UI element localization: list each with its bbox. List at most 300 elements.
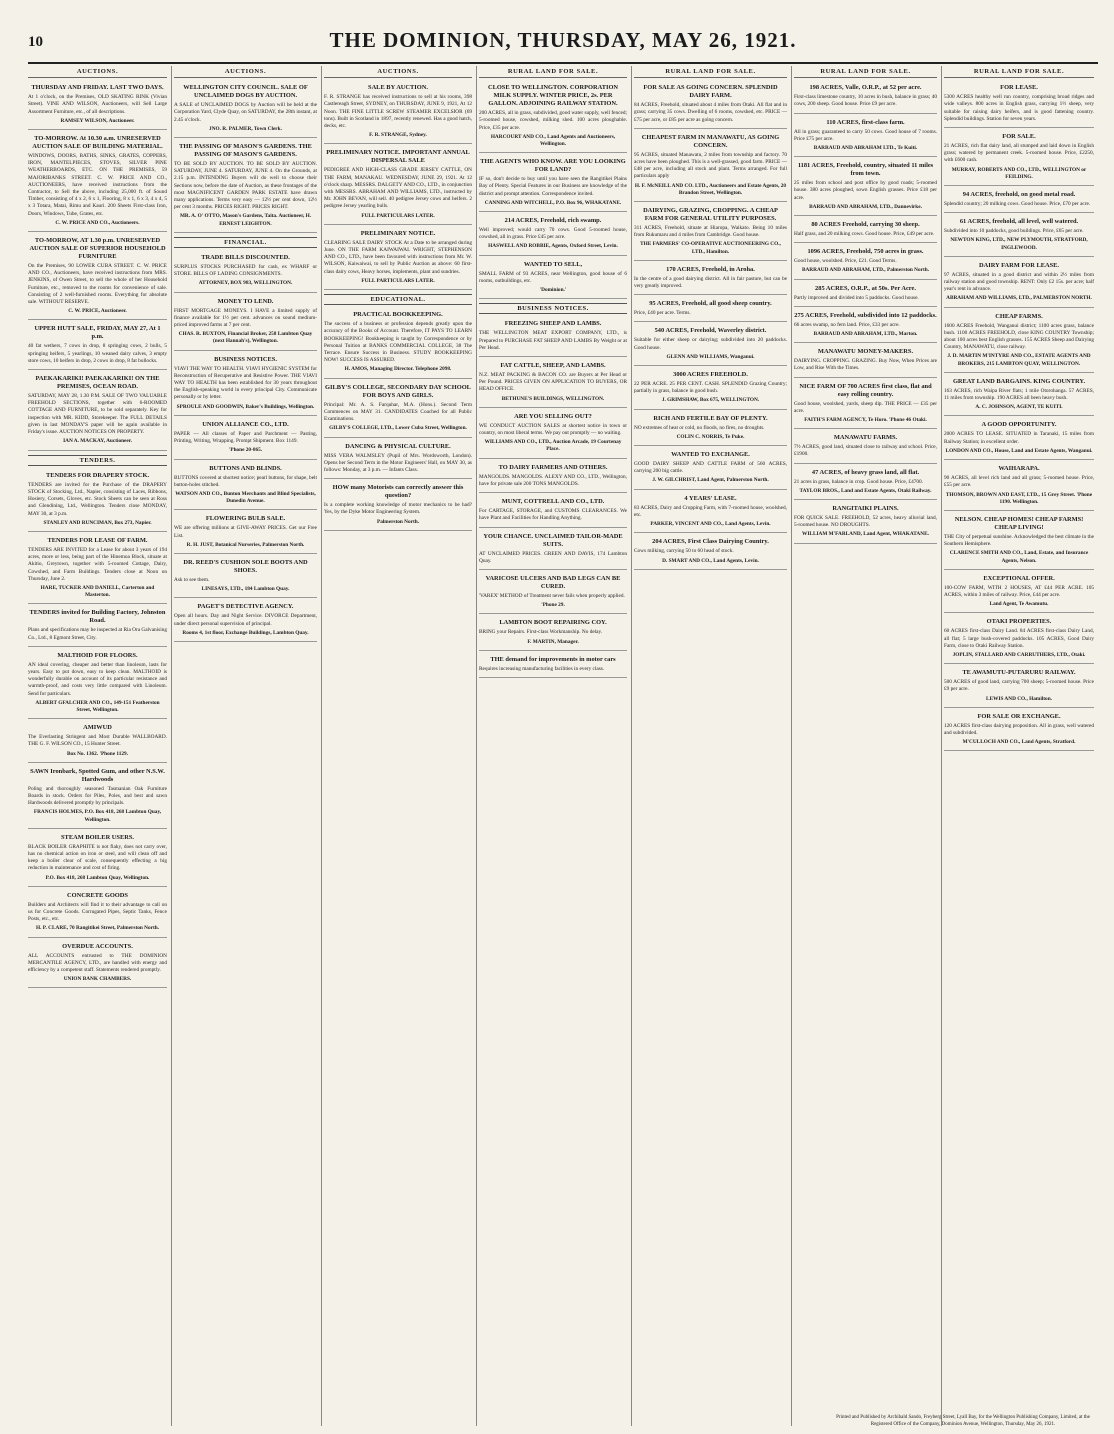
ad-body: 21 acres in grass, balance in crop. Good house. Price, £4700. xyxy=(794,478,924,485)
advertisement xyxy=(479,215,627,256)
ad-signature: R. H. JUST, Botanical Nurseries, Palmerston North. xyxy=(186,541,305,548)
ad-body: At 1 o'clock, on the Premises, OLD SKATING RINK (Vivian Street). VINE AND WILSON, Auctioneers, will Sell Large Assortment Furniture, etc., of all descriptions. xyxy=(28,94,167,115)
ad-signature: FULL PARTICULARS LATER. xyxy=(361,277,435,284)
ad-heading: 170 ACRES, Freehold, in Aroha. xyxy=(666,265,755,273)
ad-body: SMALL FARM of 93 ACRES, near Wellington, good house of 6 rooms, outbuildings, etc. xyxy=(479,270,627,284)
advertisement xyxy=(794,82,937,113)
ad-signature: FRANCIS HOLMES, P.O. Box 418, 268 Lambton Quay, Wellington. xyxy=(33,809,162,823)
ad-signature: GILBY'S COLLEGE, LTD., Lower Cuba Street, Wellington. xyxy=(329,425,467,432)
ad-signature: ATTORNEY, BOX 983, WELLINGTON. xyxy=(198,280,293,287)
advertisement xyxy=(174,141,317,233)
advertisement xyxy=(174,252,317,293)
advertisement xyxy=(324,441,472,480)
ad-body: TENDERS ARE INVITED for a Lease for about 3 years of 194 acres, more or less, being part of the Hinemoa Block, situate at Akitio, Greytown, together with 5-roomed Cottage, Dairy, Cowshed, and Farm Buildings. Tenders close at Noon on Thursday, June 2. xyxy=(28,546,167,582)
page-column xyxy=(174,66,322,1426)
advertisement xyxy=(174,419,317,460)
ad-heading: TENDERS invited for Building Factory, Johnston Road. xyxy=(29,609,166,625)
ad-body: 66 acres swamp, no fern land. Price, £33 per acre. xyxy=(794,321,900,328)
ad-body: 22 PER ACRE. 25 PER CENT. CASH. SPLENDID Grazing Country; partially in grass, balance in good bush. xyxy=(634,381,787,395)
ad-heading: THURSDAY AND FRIDAY. LAST TWO DAYS. xyxy=(31,84,164,92)
ad-body: SURPLUS STOCKS PURCHASED for cash, ex WHARF or STORE. BILLS OF LADING CONSIGNMENTS. xyxy=(174,264,317,278)
ad-signature: 'Phone 20-865. xyxy=(228,447,263,454)
advertisement xyxy=(944,616,1094,664)
ad-heading: FREEZING SHEEP AND LAMBS. xyxy=(504,320,602,328)
ad-body: Builders and Architects will find it to their advantage to call on us for Concrete Goods. Corrugated Pipes, Septic Tanks, Fence Posts, etc., etc. xyxy=(28,901,167,923)
ad-heading: WAIHARAPA. xyxy=(998,465,1040,473)
ad-body: Splendid country; 20 milking cows. Good house. Price, £70 per acre. xyxy=(944,201,1091,208)
ad-signature: LEWIS AND CO., Hamilton. xyxy=(986,695,1052,702)
advertisement xyxy=(944,82,1094,128)
advertisement xyxy=(794,160,937,216)
ad-heading: PAEKAKARIKI! PAEKAKARIKI! ON THE PREMISES, OCEAN ROAD. xyxy=(35,375,160,391)
ad-heading: BUTTONS AND BLINDS. xyxy=(209,464,282,472)
advertisement xyxy=(174,354,317,416)
ad-heading: PRELIMINARY NOTICE. IMPORTANT ANNUAL DISPERSAL SALE xyxy=(326,149,470,165)
column-header: RURAL LAND FOR SALE. xyxy=(479,66,627,78)
ad-heading: YOUR CHANCE. UNCLAIMED TAILOR-MADE SUITS. xyxy=(483,532,623,548)
ad-heading: EXCEPTIONAL OFFER. xyxy=(983,574,1055,582)
ad-heading: PRELIMINARY NOTICE. xyxy=(360,229,436,237)
advertisement xyxy=(324,309,472,378)
column-header: RURAL LAND FOR SALE. xyxy=(944,66,1094,78)
advertisement xyxy=(634,298,787,322)
newspaper-title: THE DOMINION, THURSDAY, MAY 26, 1921. xyxy=(329,28,797,52)
ad-signature: WATSON AND CO., Bunton Merchants and Blind Specialists, Dunedin Avenue. xyxy=(175,490,316,505)
advertisement xyxy=(944,711,1094,752)
ad-body: 2000 ACRES TO LEASE. SITUATED in Taranaki, 15 miles from Railway Station; in excellent order. xyxy=(944,431,1094,445)
advertisement xyxy=(479,156,627,212)
ad-body: WINDOWS, DOORS, BATHS, SINKS, GRATES, COPPERS, IRON, MANTELPIECES, STOVES, SILVER PINE WEATHERBOARDS, ETC. ON THE PREMISES, 59 MAJORIBANKS STREET. C. W. PRICE AND CO., AUCTIONEERS, have received instructions from the Contractor, to Sell the above, including 25,000 ft. of Sound Timber, consisting of 4 x 2, 6 x 1, Flooring, 8 x 1, 6 x 3, 4 x 4, 5 x 3 Totara, Matai, Rimu and Kauri. 200 Sheets First-class Iron, Doors, Windows, Tube, Grates, etc. xyxy=(28,153,167,217)
ad-signature: C. W. PRICE, Auctioneer. xyxy=(68,308,127,315)
ad-body: ALL ACCOUNTS entrusted to THE DOMINION MERCANTILE AGENCY, LTD., are handled with energy and efficiency by a competent staff. Statements rendered promptly. xyxy=(28,952,167,974)
page-column xyxy=(634,66,792,1426)
advertisement xyxy=(634,264,787,295)
ad-body: WE CONDUCT AUCTION SALES at shortest notice in town or country, on most liberal terms. We pay out promptly — no waiting. xyxy=(479,422,627,437)
ad-signature: TAYLOR BROS., Land and Estate Agents, Otaki Railway. xyxy=(799,487,932,494)
ad-body: Partly improved and divided into 5 paddocks. Good house. xyxy=(794,294,919,301)
ad-body: Plans and specifications may be inspected at Ria Ora Galvanising Co., Ltd., 8 Egmont Street, City. xyxy=(28,627,168,641)
advertisement xyxy=(944,189,1094,213)
advertisement xyxy=(324,382,472,438)
ad-signature: Palmerston North. xyxy=(376,518,420,525)
ad-heading: GREAT LAND BARGAINS. KING COUNTRY. xyxy=(952,377,1086,385)
ad-body: 100-COW FARM, WITH 2 HOUSES, AT £44 PER ACRE. 105 ACRES, within 3 miles of railway. Price, £44 per acre. xyxy=(944,584,1094,598)
advertisement xyxy=(28,133,167,232)
ad-heading: 1096 ACRES, Freehold, 750 acres in grass. xyxy=(807,248,924,256)
advertisement xyxy=(944,463,1094,511)
ad-body: NO extremes of heat or cold, no floods, no fires, no droughts. xyxy=(634,424,765,431)
section-heading: FINANCIAL. xyxy=(174,237,317,248)
ad-body: BRING your Repairs. First-class Workmanship. No delay. xyxy=(479,629,603,636)
ad-heading: LAMBTON BOOT REPAIRING COY. xyxy=(499,619,607,627)
ad-heading: 214 ACRES, Freehold, rich swamp. xyxy=(504,217,602,225)
ad-signature: CLARENCE SMITH AND CO., Land, Estate, and Insurance Agents, Nelson. xyxy=(949,550,1089,564)
ad-heading: MANAWATU FARMS. xyxy=(833,434,898,442)
ad-heading: NICE FARM OF 700 ACRES first class, flat and easy rolling country. xyxy=(799,382,932,398)
ad-body: VIAVI THE WAY TO HEALTH. VIAVI HYGIENIC SYSTEM for Reconstruction of Recuperative and Resistive Power. THE VIAVI WAY TO HEALTH has been established for 30 years throughout the English-speaking world in every principal City. Communicate personally or by letter. xyxy=(174,365,317,401)
ad-body: F. R. STRANGE has received instructions to sell at his rooms, 398 Castlereagh Street, SYDNEY, on THURSDAY, JUNE 9, 1921, At 12 Noon. THE FINE LITTLE SCREW STEAMER EXCELSIOR (69 tons). Built in Scotland in 1897, recently renewed. Has a good hatch, decks, etc. xyxy=(324,94,472,130)
advertisement xyxy=(634,82,787,129)
ad-signature: THOMSON, BROWN AND EAST, LTD., 15 Grey Street. 'Phone 1190. Wellington. xyxy=(945,491,1093,505)
ad-heading: 61 ACRES, freehold, all level, well watered. xyxy=(959,218,1079,226)
ad-heading: DAIRYING, GRAZING, CROPPING. A CHEAP FARM FOR GENERAL UTILITY PURPOSES. xyxy=(643,207,778,223)
advertisement xyxy=(324,482,472,531)
ad-signature: BARRAUD AND ABRAHAM, LTD., Marton. xyxy=(813,331,918,338)
ad-body: THE WELLINGTON MEAT EXPORT COMPANY, LTD., is Prepared to PURCHASE FAT SHEEP AND LAMBS By Weight or at Per Head. xyxy=(479,330,627,351)
advertisement xyxy=(174,557,317,598)
advertisement xyxy=(794,117,937,158)
ad-body: 'VAREX' METHOD of Treatment never fails when properly applied. xyxy=(479,592,625,599)
ad-heading: FAT CATTLE, SHEEP, AND LAMBS. xyxy=(500,362,606,370)
ad-signature: NEWTON KING, LTD., NEW PLYMOUTH, STRATFORD, INGLEWOOD. xyxy=(950,237,1088,251)
ad-signature: HARE, TUCKER AND DANIELL, Carterton and Masterton. xyxy=(40,584,155,599)
ad-signature: 'Dominion.' xyxy=(539,287,567,294)
ad-body: Ask to see them. xyxy=(174,576,210,583)
advertisement xyxy=(794,467,937,500)
column-header: RURAL LAND FOR SALE. xyxy=(794,66,937,78)
ad-body: 97 ACRES, situated in a good district and within 2½ miles from railway station and good township. RENT: Only £2 15s. per acre; half year's rent in advance. xyxy=(944,271,1094,293)
ad-body: 83 ACRES, Dairy and Cropping Farm, with 7-roomed house, woolshed, etc. xyxy=(634,504,787,518)
advertisement xyxy=(944,376,1094,417)
ad-heading: PRACTICAL BOOKKEEPING. xyxy=(353,311,443,319)
ad-heading: STEAM BOILER USERS. xyxy=(61,833,134,841)
ad-heading: FOR SALE. xyxy=(1002,133,1036,141)
advertisement xyxy=(634,536,787,569)
ad-signature: F. MARTIN, Manager. xyxy=(527,638,579,645)
advertisement xyxy=(944,131,1094,186)
ad-heading: 540 ACRES, Freehold, Waverley district. xyxy=(654,327,767,335)
ad-body: Requires increasing manufacturing facilities in every class. xyxy=(479,665,605,672)
ad-signature: HASWELL AND ROBBIE, Agents, Oxford Street, Levin. xyxy=(488,243,618,250)
ad-body: 40 fat wethers, 7 cows in drop, 8 springing cows, 2 bulls, 5 springing heifers, 5 yearlings, 10 weaned dairy calves, 3 empty store cows, 10 heifers in drop, 2 cows in drop, 8 fat bullocks. xyxy=(28,343,167,364)
ad-body: 5300 ACRES healthy well run country, comprising broad ridges and wide valleys. 800 acres in English grass, carrying 1½ sheep, very suitable for raising dairy heifers, and is good fattening country. Splendid buildings. Station for seven years. xyxy=(944,94,1094,122)
advertisement xyxy=(28,373,167,450)
ad-signature: THE FARMERS' CO-OPERATIVE AUCTIONEERING CO., LTD., Hamilton. xyxy=(640,241,781,255)
ad-signature: LINESAYS, LTD., 184 Lambton Quay. xyxy=(201,586,290,593)
ad-heading: TO-MORROW. At 10.30 a.m. UNRESERVED AUCTION SALE OF BUILDING MATERIAL. xyxy=(32,135,163,151)
ad-signature: Land Agent, Te Awamutu. xyxy=(989,601,1049,608)
ad-body: GOOD DAIRY SHEEP AND CATTLE FARM of 560 ACRES, carrying 200 big cattle. xyxy=(634,461,787,475)
ad-signature: BARRAUD AND ABRAHAM, LTD., Dannevirke. xyxy=(809,203,922,210)
advertisement xyxy=(28,82,167,130)
advertisement xyxy=(174,296,317,351)
ad-signature: JOPLIN, STALLARD AND CARRUTHERS, LTD., Otaki. xyxy=(952,651,1086,658)
advertisement xyxy=(28,470,167,532)
ad-body: BLACK BOILER GRAPHITE is not flaky, does not carry over, has no chemical action on iron or steel, and will clean off and keep a boiler clear of scale, consequently effecting a big reduction in maintenance and cost of firing. xyxy=(28,843,167,872)
ad-signature: PARKER, VINCENT AND CO., Land Agents, Levin. xyxy=(650,521,771,528)
ad-signature: WILLIAM M'FARLAND, Land Agent, WHAKATANE. xyxy=(802,531,929,538)
advertisement xyxy=(944,216,1094,257)
advertisement xyxy=(28,766,167,829)
ad-body: 120 ACRES first-class dairying proposition. All in grass, well watered and subdivided. xyxy=(944,722,1094,736)
advertisement xyxy=(28,722,167,763)
ad-body: PAPER — All classes of Paper and Parchment — Pasting, Printing, Writing, Wrapping. Prompt Shipment. Box 1149. xyxy=(174,430,317,445)
ad-body: Subdivided into 10 paddocks, good buildings. Price, £65 per acre. xyxy=(944,228,1084,235)
ad-body: FOR QUICK SALE. FREEHOLD, 52 acres, heavy alluvial land, 5-roomed house. NO DROUGHTS. xyxy=(794,515,937,529)
ad-body: Well improved; would carry 70 cows. Good 5-roomed house, cowshed, all in grass. Price £45 per acre. xyxy=(479,227,627,241)
advertisement xyxy=(944,514,1094,570)
ad-heading: 94 ACRES, freehold, on good metal road. xyxy=(962,191,1076,199)
advertisement xyxy=(479,318,627,357)
ad-signature: COLIN C. NORRIS, Te Puke. xyxy=(676,433,745,440)
ad-signature: FULL PARTICULARS LATER. xyxy=(361,212,435,219)
advertisement xyxy=(944,573,1094,614)
ad-body: SATURDAY, MAY 28, 1.30 P.M. SALE OF TWO VALUABLE FREEHOLD SECTIONS, together with 6-ROOMED COTTAGE AND FURNITURE, to be sold separately. Key for inspection with MR. KIDD, Storekeeper. The FULL DETAILS given in last MONDAY'S paper will be again available in Friday's issue. AUCTION NOTICES ON PROPERTY. xyxy=(28,393,167,436)
advertisement xyxy=(324,82,472,144)
ad-body: Cows milking, carrying 50 to 60 head of stock. xyxy=(634,548,734,555)
ad-body: 7½ ACRES, good land, situated close to railway and school. Price, £1900. xyxy=(794,444,937,458)
ad-body: Half grass, and 20 milking cows. Good house. Price, £49 per acre. xyxy=(794,231,935,238)
page-column xyxy=(794,66,942,1426)
advertisement xyxy=(28,535,167,604)
ad-signature: J. W. GILCHRIST, Land Agent, Palmerston North. xyxy=(652,477,769,484)
section-heading: TENDERS. xyxy=(28,455,167,466)
ad-heading: UNION ALLIANCE CO., LTD. xyxy=(202,420,289,428)
ad-signature: Box No. 1362. 'Phone 1129. xyxy=(66,750,129,757)
advertisement xyxy=(479,462,627,493)
advertisement xyxy=(479,496,627,527)
ad-heading: FLOWERING BULB SALE. xyxy=(205,515,286,523)
ad-signature: F. R. STRANGE, Sydney. xyxy=(369,132,427,139)
ad-signature: HARCOURT AND CO., Land Agents and Auctioneers, Wellington. xyxy=(490,133,616,148)
ad-body: First-class limestone country, 10 acres in bush, balance in grass; 40 cows, 200 sheep. Good house. Price £9 per acre. xyxy=(794,94,937,108)
ad-heading: RICH AND FERTILE BAY OF PLENTY. xyxy=(653,414,768,422)
ad-signature: H. AMOS, Managing Director. Telephone 2098. xyxy=(344,366,452,373)
advertisement xyxy=(634,449,787,490)
advertisement xyxy=(479,573,627,614)
ad-heading: CHEAP FARMS. xyxy=(995,312,1043,320)
section-heading: EDUCATIONAL. xyxy=(324,294,472,305)
ad-heading: TENDERS FOR LEASE OF FARM. xyxy=(47,536,148,544)
ad-heading: TO-MORROW, AT 1.30 p.m. UNRESERVED AUCTION SALE OF SUPERIOR HOUSEHOLD FURNITURE xyxy=(29,237,166,261)
ad-heading: CHEAPEST FARM IN MANAWATU, AS GOING CONCERN. xyxy=(641,133,780,149)
page-column xyxy=(28,66,172,1426)
ad-body: 60 ACRES first-class Dairy Land. 84 ACRES first-class Dairy Land, all flat; 5 large bush-covered paddocks. 105 ACRES, Good Dairy Farm, close to Otaki Railway Station. xyxy=(944,628,1094,649)
advertisement xyxy=(479,411,627,459)
ad-body: All in grass; guaranteed to carry 50 cows. Good house of 7 rooms. Price £75 per acre. xyxy=(794,128,937,142)
advertisement xyxy=(28,607,167,646)
advertisement xyxy=(794,246,937,279)
ad-signature: SPROULE AND GOODWIN, Baker's Buildings, Wellington. xyxy=(176,403,315,410)
columns-container xyxy=(28,66,1098,1426)
ad-heading: SAWN Ironbark, Spotted Gum, and other N.S.W. Hardwoods xyxy=(30,767,165,783)
ad-heading: 47 ACRES, of heavy grass land, all flat. xyxy=(811,468,920,476)
ad-signature: WILLIAMS AND CO., LTD., Auction Arcade, 19 Courtenay Place. xyxy=(484,439,622,453)
column-header: RURAL LAND FOR SALE. xyxy=(634,66,787,78)
ad-signature: D. SMART AND CO., Land Agents, Levin. xyxy=(662,557,759,564)
ad-body: For CARTAGE, STORAGE, and CUSTOMS CLEARANCES. We have Plant and Facilities for Handling Anything. xyxy=(479,508,627,522)
advertisement xyxy=(794,346,937,377)
advertisement xyxy=(794,219,937,243)
ad-body: 200 ACRES, all in grass, subdivided, good water supply, well fenced; 5-roomed house, cowshed, milking shed. 100 acres ploughable. Price, £35 per acre. xyxy=(479,110,627,131)
column-header: AUCTIONS. xyxy=(174,66,317,78)
advertisement xyxy=(479,654,627,678)
column-header: AUCTIONS. xyxy=(28,66,167,78)
ad-signature: MR. A. O' OTTO, Mason's Gardens, Taita. Auctioneer, H. ERNEST LEIGHTON. xyxy=(179,213,312,227)
ad-heading: 1181 ACRES, Freehold, country, situated 11 miles from town. xyxy=(797,162,934,178)
ad-heading: 4 YEARS' LEASE. xyxy=(684,494,737,502)
ad-body: 311 ACRES, Freehold, situate at Hiaropa, Waikato. Being 10 miles from Rukumaru and 4 miles from Cambridge. Good house. xyxy=(634,225,787,239)
advertisement xyxy=(479,82,627,153)
advertisement xyxy=(28,235,167,320)
advertisement xyxy=(28,890,167,938)
ad-signature: J. GRIMSHAW, Box 675, WELLINGTON. xyxy=(661,397,760,404)
ad-heading: CONCRETE GOODS xyxy=(67,891,128,899)
ad-body: 1600 ACRES Freehold, Wanganui district; 1100 acres grass, balance bush. 1100 ACRES FREEHOLD, close KING COUNTRY Township; about 100 acres best English grasses. 155 ACRES Sheep and Dairying Country, MANAWATU, close railway. xyxy=(944,322,1094,351)
ad-heading: DANCING & PHYSICAL CULTURE. xyxy=(345,442,451,450)
ad-signature: J. D. MARTIN M'INTYRE AND CO., ESTATE AGENTS AND BROKERS, 215 LAMBTON QUAY, WELLINGTON. xyxy=(947,353,1091,367)
ad-signature: BETHUNE'S BUILDINGS, WELLINGTON. xyxy=(501,395,605,402)
ad-signature: ALBERT GFALCHER AND CO., 149-151 Featherston Street, Wellington. xyxy=(35,699,160,713)
ad-body: 95 ACRES, situated Manawatu, 2 miles from township and factory. 70 acres have been ploughed. This is a well-grassed, good farm. PRICE — £48 per acre, including all stock and plant. Terms arranged. For full particulars apply xyxy=(634,151,787,180)
ad-heading: FOR SALE AS GOING CONCERN. SPLENDID DAIRY FARM. xyxy=(643,84,778,100)
ad-heading: UPPER HUTT SALE, FRIDAY, MAY 27, At 1 p.m. xyxy=(34,325,161,341)
ad-heading: 204 ACRES, First Class Dairying Country. xyxy=(652,538,769,546)
ad-body: Open all hours. Day and Night Service. DIVORCE Department, under direct personal supervision of principal. xyxy=(174,613,317,627)
advertisement xyxy=(324,228,472,290)
printer-imprint: Printed and Published by Archibald Sando, Freyberg Street, Lyall Bay, for the Wellington Publishing Company, Limited, at the Registered Office of the Company, Dominion Avenue, Wellington, Thursday, May 26, 1921. xyxy=(836,1415,1090,1427)
ad-body: AT UNCLAIMED PRICES. GREEN AND DAVIS, 174 Lambton Quay. xyxy=(479,550,627,564)
ad-heading: THE demand for improvements in motor cars xyxy=(490,655,616,663)
ad-signature: FAITH'S FARM AGENCY, Te Horo. 'Phone 46 Otaki. xyxy=(804,417,927,424)
ad-heading: THE PASSING OF MASON'S GARDENS. THE PASSING OF MASON'S GARDENS. xyxy=(179,143,312,159)
ad-heading: 110 ACRES, first-class farm. xyxy=(826,118,905,126)
advertisement xyxy=(944,419,1094,460)
advertisement xyxy=(634,493,787,534)
ad-heading: HOW many Motorists can correctly answer this question? xyxy=(332,484,464,500)
ad-body: CLEARING SALE DAIRY STOCK At a Date to be arranged during June. ON THE FARM KAIWAIWAI. WRIGHT, STEPHENSON AND CO., LTD., have been favoured with instructions from Mr. W. WILSON, Kaiwaiwai, to sell by Public Auction as above: 60 first-class dairy cows, Heavy horses, implements, plant and sundries. xyxy=(324,239,472,275)
ad-heading: MUNT, COTTRELL AND CO., LTD. xyxy=(501,498,605,506)
ad-signature: Rooms 4, 1st floor, Exchange Buildings, Lambton Quay. xyxy=(182,629,309,636)
ad-body: A SALE of UNCLAIMED DOGS by Auction will be held at the Corporation Yard, Clyde Quay, on SATURDAY, the 28th instant, at 2.45 o'clock. xyxy=(174,102,317,123)
ad-body: Poling and thoroughly seasoned Tasmanian Oak Furniture Boards in stock. Orders for Piles, Poles, and best and sawn Hardwoods delivered promptly by principals. xyxy=(28,785,167,807)
ad-heading: TRADE BILLS DISCOUNTED. xyxy=(201,254,290,262)
ad-heading: SALE BY AUCTION. xyxy=(368,84,428,92)
ad-body: FIRST MORTGAGE MONEYS. I HAVE a limited supply of finance available for 1½ per cent. advances on sound medium-priced improved farms at 7 per cent. xyxy=(174,307,317,329)
ad-signature: H. P. CLARE, 70 Rangitikei Street, Palmerston North. xyxy=(36,925,159,932)
ad-body: Price, £40 per acre. Terms. xyxy=(634,310,691,317)
ad-signature: A. C. JOHNSON, AGENT, TE KUITI. xyxy=(975,404,1063,411)
ad-body: WE are offering millions at GIVE-AWAY PRICES. Get our Free List. xyxy=(174,525,317,539)
ad-heading: WANTED TO EXCHANGE. xyxy=(671,451,750,459)
advertisement xyxy=(634,205,787,261)
ad-heading: RANGITAIKI PLAINS. xyxy=(832,505,899,513)
ad-signature: H. F. McNEILL AND CO. LTD., Auctioneers and Estate Agents, 20 Brandon Street, Wellington. xyxy=(634,182,787,196)
ad-heading: WANTED TO SELL, xyxy=(523,260,583,268)
advertisement xyxy=(174,463,317,511)
ad-heading: OTAKI PROPERTIES. xyxy=(986,618,1052,626)
ad-signature: GLENN AND WILLIAMS, Wanganui. xyxy=(666,353,755,360)
advertisement xyxy=(174,601,317,642)
advertisement xyxy=(794,283,937,307)
ad-body: 84 ACRES, Freehold, situated about 4 miles from Otaki. All flat and in grass; carrying 35 cows. Dwelling of 6 rooms, cowshed, etc. PRICE — £75 per acre, or £85 per acre as going concern. xyxy=(634,102,787,123)
ad-body: TO BE SOLD BY AUCTION. TO BE SOLD BY AUCTION. SATURDAY, JUNE 4. SATURDAY, JUNE 4. On the Grounds, at 2.15 p.m. INTENDING Buyers will do well to choose their Sections now, before the date of Auction, as these frontages of the most MAGNIFICENT GARDEN PARK ESTATE have drawn many applications. Terms very easy — 12½ per cent down, 12½ per cent 3 months. PRICES RIGHT. PRICES RIGHT. xyxy=(174,161,317,211)
ad-body: The Everlasting Stringent and Most Durable WALLBOARD. THE G. F. WILSON CO., 15 Hunter Street. xyxy=(28,734,167,748)
page-column xyxy=(324,66,477,1426)
advertisement xyxy=(794,381,937,430)
advertisement xyxy=(174,513,317,554)
ad-heading: VARICOSE ULCERS AND BAD LEGS CAN BE CURED. xyxy=(485,574,621,590)
ad-heading: GILBY'S COLLEGE, SECONDARY DAY SCHOOL FOR BOYS AND GIRLS. xyxy=(325,383,471,399)
ad-heading: NELSON. CHEAP HOMES! CHEAP FARMS! CHEAP LIVING! xyxy=(954,515,1084,531)
ad-heading: 80 ACRES Freehold, carrying 30 sheep. xyxy=(811,221,920,229)
masthead xyxy=(28,0,1098,64)
ad-signature: STANLEY AND RUNCIMAN, Box 273, Napier. xyxy=(43,519,152,526)
ad-heading: MANAWATU MONEY-MAKERS. xyxy=(817,348,914,356)
ad-body: BUTTONS covered at shortest notice; pearl buttons, for shape, belt button-holes stitched. xyxy=(174,474,317,488)
ad-body: TENDERS are invited for the Purchase of the DRAPERY STOCK of Stocking, Ltd., Napier, consisting of Laces, Ribbons, Hosiery, Corsets, Gloves, etc. Stock Sheets can be seen at Ross and Glendining, Ltd., Wellington. Tenders close MONDAY, MAY 30, at 3 p.m. xyxy=(28,481,167,517)
ad-heading: FOR SALE OR EXCHANGE. xyxy=(977,712,1061,720)
advertisement xyxy=(794,310,937,343)
advertisement xyxy=(479,617,627,650)
ad-body: Is a complete working knowledge of motor mechanics to be had? Yes, by the Dyke Motor Engineering System. xyxy=(324,502,472,516)
ad-body: 90 ACRES, all level rich land and all grass; 5-roomed house. Price, £55 per acre. xyxy=(944,475,1094,489)
ad-body: Principal: Mr. A. S. Farquhar, M.A. (Hons.). Second Term Commences on MAY 31. CANDIDATES Coached for all Public Examinations. xyxy=(324,401,472,423)
ad-signature: CANNING AND WITCHELL, P.O. Box 96, WHAKATANE. xyxy=(484,199,622,206)
ad-signature: UNION BANK CHAMBERS. xyxy=(63,976,132,983)
ad-heading: FOR LEASE. xyxy=(1000,84,1038,92)
ad-body: MANGOLDS. MANGOLDS. ALEXY AND CO., LTD., Wellington, have for private sale 200 TONS MANGOLDS. xyxy=(479,473,627,487)
ad-body: IF so, don't decide to buy until you have seen the Rangitikei Plains Bay of Plenty. Special Features in our Business are knowledge of the district and prompt attention. Correspondence invited. xyxy=(479,176,627,197)
page-column xyxy=(479,66,632,1426)
advertisement xyxy=(28,323,167,370)
ad-heading: TO DAIRY FARMERS AND OTHERS. xyxy=(498,463,608,471)
ad-body: MISS VERA WALMSLEY (Pupil of Mrs. Wordsworth, London). Opens her Second Term in the Motor Engineers' Hall, on MAY 30, as follows: Monday, at 3 p.m. — Infants Class. xyxy=(324,452,472,473)
ad-heading: ARE YOU SELLING OUT? xyxy=(514,412,592,420)
ad-signature: M'CULLOCH AND CO., Land Agents, Stratford. xyxy=(962,739,1076,746)
advertisement xyxy=(944,260,1094,308)
ad-heading: DAIRY FARM FOR LEASE. xyxy=(978,261,1059,269)
column-header: AUCTIONS. xyxy=(324,66,472,78)
ad-signature: IAN A. MACKAY, Auctioneer. xyxy=(63,438,132,445)
ad-heading: 95 ACRES, Freehold, all good sheep country. xyxy=(649,300,772,308)
ad-signature: ABRAHAM AND WILLIAMS, LTD., PALMERSTON NORTH. xyxy=(946,295,1092,302)
ad-heading: OVERDUE ACCOUNTS. xyxy=(62,942,133,950)
ad-heading: A GOOD OPPORTUNITY. xyxy=(981,421,1057,429)
ad-body: On the Premises, 90 LOWER CUBA STREET. C. W. PRICE AND CO., Auctioneers, have received instructions from MRS. JENKINS, of Owen Street, to sell the whole of her Household Furniture, etc., removed to the rooms for convenience of sale. Consisting of 2 well-furnished rooms. Everything for absolute sale. WITHOUT RESERVE. xyxy=(28,263,167,306)
advertisement xyxy=(794,503,937,544)
ad-body: The success of a business or profession depends greatly upon the accuracy of the Books of Account. Therefore, IT PAYS TO LEARN BOOKKEEPING! Bookkeeping is taught by Correspondence or by Personal Tuition at BANKS COMMERCIAL COLLEGE, 38 The Terrace. Ensure Success in Business. STUDY BOOKKEEPING NOW! SUCCESS IS ASSURED. xyxy=(324,321,472,364)
ad-body: N.Z. MEAT PACKING & BACON CO. are Buyers at Per Head or Per Pound. PRICES GIVEN ON APPLICATION TO BUYERS, OR HEAD OFFICE. xyxy=(479,372,627,393)
advertisement xyxy=(479,259,627,300)
advertisement xyxy=(479,360,627,408)
ad-signature: LONDON AND CO., House, Land and Estate Agents, Wanganui. xyxy=(945,447,1093,454)
ad-heading: 3000 ACRES FREEHOLD. xyxy=(673,371,748,379)
advertisement xyxy=(28,941,167,989)
ad-heading: 198 ACRES, Valle, O.R.P., at 52 per acre. xyxy=(809,84,922,92)
advertisement xyxy=(634,369,787,410)
ad-body: Suitable for either sheep or dairying; subdivided into 20 paddocks. Good house. xyxy=(634,337,787,351)
ad-heading: 285 ACRES, O.R.P., at 50s. Per Acre. xyxy=(815,284,916,292)
ad-body: Good house, woolshed. Price, £21. Good Terms. xyxy=(794,258,897,265)
ad-signature: 'Phone 29. xyxy=(541,602,565,609)
ad-heading: THE AGENTS WHO KNOW. ARE YOU LOOKING FOR LAND? xyxy=(480,158,626,174)
advertisement xyxy=(944,667,1094,708)
ad-signature: BARRAUD AND ABRAHAM, LTD., Palmerston North. xyxy=(801,267,930,274)
ad-body: DAIRYING. CROPPING. GRAZING. Buy Now, When Prices are Low, and Rise With the Times. xyxy=(794,358,937,372)
advertisement xyxy=(794,432,937,463)
ad-heading: WELLINGTON CITY COUNCIL. SALE OF UNCLAIMED DOGS BY AUCTION. xyxy=(183,84,308,100)
advertisement xyxy=(28,832,167,887)
ad-heading: PAGET'S DETECTIVE AGENCY. xyxy=(197,603,294,611)
ad-heading: 275 ACRES, Freehold, subdivided into 12 paddocks. xyxy=(794,311,937,319)
advertisement xyxy=(28,650,167,719)
advertisement xyxy=(479,531,627,570)
ad-heading: CLOSE TO WELLINGTON. CORPORATION MILK SUPPLY. WINTER PRICE, 2s. PER GALLON. ADJOINING RAILWAY STATION. xyxy=(487,84,619,108)
ad-signature: RAMSEY WILSON, Auctioneer. xyxy=(60,117,135,124)
ad-heading: TENDERS FOR DRAPERY STOCK. xyxy=(45,471,150,479)
advertisement xyxy=(944,311,1094,373)
